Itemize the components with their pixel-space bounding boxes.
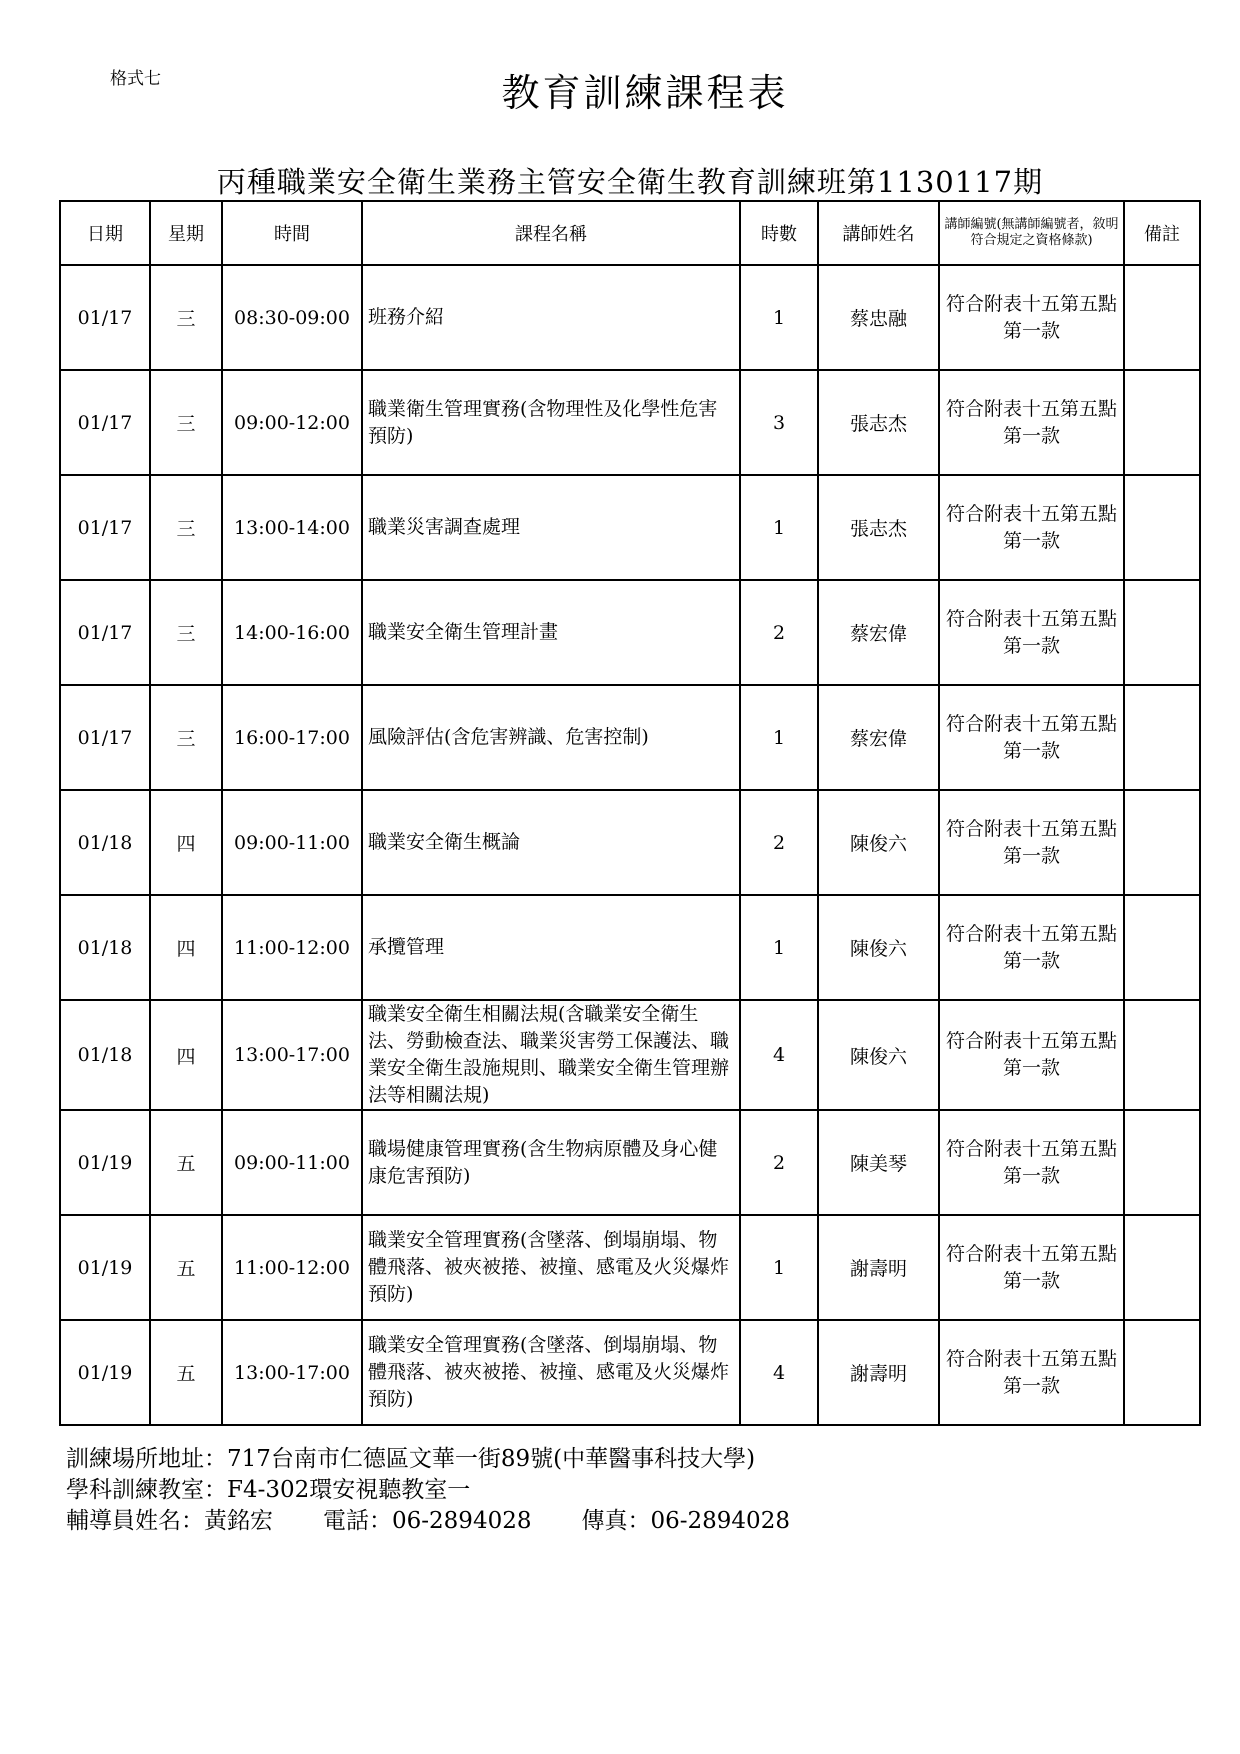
cell-weekday: 五 xyxy=(150,1110,222,1215)
cell-hours: 2 xyxy=(740,790,818,895)
cell-remarks xyxy=(1124,1000,1200,1110)
cell-time: 09:00-11:00 xyxy=(222,790,362,895)
cell-weekday: 三 xyxy=(150,370,222,475)
header-instructor: 講師姓名 xyxy=(818,201,939,265)
form-code: 格式七 xyxy=(110,69,161,89)
table-row xyxy=(60,790,1200,895)
cell-weekday: 三 xyxy=(150,685,222,790)
cell-instructor: 陳俊六 xyxy=(818,895,939,1000)
counselor-name: 輔導員姓名：黃銘宏 xyxy=(66,1508,273,1534)
cell-date: 01/18 xyxy=(60,790,150,895)
table-row xyxy=(60,1320,1200,1425)
cell-instructor-id: 符合附表十五第五點第一款 xyxy=(939,475,1124,580)
cell-instructor: 蔡宏偉 xyxy=(818,580,939,685)
cell-weekday: 五 xyxy=(150,1215,222,1320)
header-date: 日期 xyxy=(60,201,150,265)
cell-date: 01/19 xyxy=(60,1110,150,1215)
cell-instructor: 張志杰 xyxy=(818,370,939,475)
cell-weekday: 四 xyxy=(150,895,222,1000)
cell-instructor-id: 符合附表十五第五點第一款 xyxy=(939,580,1124,685)
training-classroom: 學科訓練教室：F4-302環安視聽教室一 xyxy=(66,1477,471,1503)
cell-instructor: 蔡宏偉 xyxy=(818,685,939,790)
cell-course: 職業衛生管理實務(含物理性及化學性危害預防) xyxy=(362,370,740,475)
cell-date: 01/17 xyxy=(60,475,150,580)
cell-instructor-id: 符合附表十五第五點第一款 xyxy=(939,265,1124,370)
cell-instructor-id: 符合附表十五第五點第一款 xyxy=(939,370,1124,475)
table-row xyxy=(60,1215,1200,1320)
contact-line xyxy=(66,1506,790,1537)
cell-hours: 1 xyxy=(740,475,818,580)
training-address: 訓練場所地址：717台南市仁德區文華一街89號(中華醫事科技大學) xyxy=(66,1446,756,1472)
cell-date: 01/18 xyxy=(60,1000,150,1110)
cell-instructor-id: 符合附表十五第五點第一款 xyxy=(939,685,1124,790)
cell-instructor: 陳俊六 xyxy=(818,790,939,895)
cell-hours: 2 xyxy=(740,580,818,685)
cell-time: 09:00-11:00 xyxy=(222,1110,362,1215)
course-schedule-table xyxy=(59,200,1201,1426)
cell-instructor: 陳俊六 xyxy=(818,1000,939,1110)
cell-hours: 4 xyxy=(740,1320,818,1425)
cell-instructor: 陳美琴 xyxy=(818,1110,939,1215)
header-weekday: 星期 xyxy=(150,201,222,265)
cell-course: 職業安全衛生概論 xyxy=(362,790,740,895)
cell-instructor-id: 符合附表十五第五點第一款 xyxy=(939,1000,1124,1110)
cell-remarks xyxy=(1124,1320,1200,1425)
cell-hours: 1 xyxy=(740,685,818,790)
cell-weekday: 三 xyxy=(150,265,222,370)
header-time: 時間 xyxy=(222,201,362,265)
cell-instructor-id: 符合附表十五第五點第一款 xyxy=(939,1320,1124,1425)
fax-number: 傳真：06-2894028 xyxy=(581,1508,790,1534)
cell-course: 職場健康管理實務(含生物病原體及身心健康危害預防) xyxy=(362,1110,740,1215)
footer-info xyxy=(66,1444,790,1537)
table-row xyxy=(60,580,1200,685)
cell-remarks xyxy=(1124,475,1200,580)
cell-weekday: 三 xyxy=(150,475,222,580)
cell-remarks xyxy=(1124,685,1200,790)
cell-course: 職業災害調查處理 xyxy=(362,475,740,580)
cell-time: 11:00-12:00 xyxy=(222,895,362,1000)
table-row xyxy=(60,895,1200,1000)
cell-time: 08:30-09:00 xyxy=(222,265,362,370)
cell-remarks xyxy=(1124,370,1200,475)
header-hours: 時數 xyxy=(740,201,818,265)
cell-time: 14:00-16:00 xyxy=(222,580,362,685)
cell-date: 01/17 xyxy=(60,685,150,790)
cell-time: 09:00-12:00 xyxy=(222,370,362,475)
cell-date: 01/19 xyxy=(60,1320,150,1425)
document-title: 教育訓練課程表 xyxy=(501,71,789,115)
cell-course: 職業安全管理實務(含墜落、倒塌崩塌、物體飛落、被夾被捲、被撞、感電及火災爆炸預防) xyxy=(362,1320,740,1425)
cell-date: 01/17 xyxy=(60,265,150,370)
header-course: 課程名稱 xyxy=(362,201,740,265)
cell-weekday: 四 xyxy=(150,790,222,895)
cell-hours: 2 xyxy=(740,1110,818,1215)
cell-course: 職業安全衛生相關法規(含職業安全衛生法、勞動檢查法、職業災害勞工保護法、職業安全衛生設施規則、職業安全衛生管理辦法等相關法規) xyxy=(362,1000,740,1110)
cell-instructor: 謝壽明 xyxy=(818,1215,939,1320)
table-row xyxy=(60,475,1200,580)
cell-time: 13:00-14:00 xyxy=(222,475,362,580)
cell-remarks xyxy=(1124,580,1200,685)
cell-date: 01/17 xyxy=(60,580,150,685)
cell-time: 13:00-17:00 xyxy=(222,1000,362,1110)
cell-hours: 1 xyxy=(740,265,818,370)
cell-instructor: 謝壽明 xyxy=(818,1320,939,1425)
cell-instructor: 張志杰 xyxy=(818,475,939,580)
table-row xyxy=(60,370,1200,475)
cell-remarks xyxy=(1124,895,1200,1000)
cell-course: 班務介紹 xyxy=(362,265,740,370)
cell-remarks xyxy=(1124,265,1200,370)
cell-hours: 3 xyxy=(740,370,818,475)
table-row xyxy=(60,265,1200,370)
table-row xyxy=(60,685,1200,790)
cell-remarks xyxy=(1124,1110,1200,1215)
cell-weekday: 五 xyxy=(150,1320,222,1425)
cell-course: 承攬管理 xyxy=(362,895,740,1000)
cell-remarks xyxy=(1124,1215,1200,1320)
table-row xyxy=(60,1110,1200,1215)
cell-remarks xyxy=(1124,790,1200,895)
cell-hours: 4 xyxy=(740,1000,818,1110)
class-title: 丙種職業安全衛生業務主管安全衛生教育訓練班第1130117期 xyxy=(216,165,1044,199)
cell-time: 13:00-17:00 xyxy=(222,1320,362,1425)
cell-time: 11:00-12:00 xyxy=(222,1215,362,1320)
table-header-row xyxy=(60,201,1200,265)
header-remarks: 備註 xyxy=(1124,201,1200,265)
phone-number: 電話：06-2894028 xyxy=(323,1508,532,1534)
cell-instructor: 蔡忠融 xyxy=(818,265,939,370)
cell-hours: 1 xyxy=(740,895,818,1000)
cell-course: 職業安全管理實務(含墜落、倒塌崩塌、物體飛落、被夾被捲、被撞、感電及火災爆炸預防) xyxy=(362,1215,740,1320)
table-row xyxy=(60,1000,1200,1110)
cell-instructor-id: 符合附表十五第五點第一款 xyxy=(939,1110,1124,1215)
cell-instructor-id: 符合附表十五第五點第一款 xyxy=(939,895,1124,1000)
cell-date: 01/17 xyxy=(60,370,150,475)
cell-weekday: 三 xyxy=(150,580,222,685)
cell-weekday: 四 xyxy=(150,1000,222,1110)
cell-course: 風險評估(含危害辨識、危害控制) xyxy=(362,685,740,790)
cell-date: 01/18 xyxy=(60,895,150,1000)
header-instructor-id: 講師編號(無講師編號者，敘明符合規定之資格條款) xyxy=(939,201,1124,265)
cell-course: 職業安全衛生管理計畫 xyxy=(362,580,740,685)
cell-instructor-id: 符合附表十五第五點第一款 xyxy=(939,1215,1124,1320)
cell-time: 16:00-17:00 xyxy=(222,685,362,790)
cell-date: 01/19 xyxy=(60,1215,150,1320)
cell-hours: 1 xyxy=(740,1215,818,1320)
cell-instructor-id: 符合附表十五第五點第一款 xyxy=(939,790,1124,895)
